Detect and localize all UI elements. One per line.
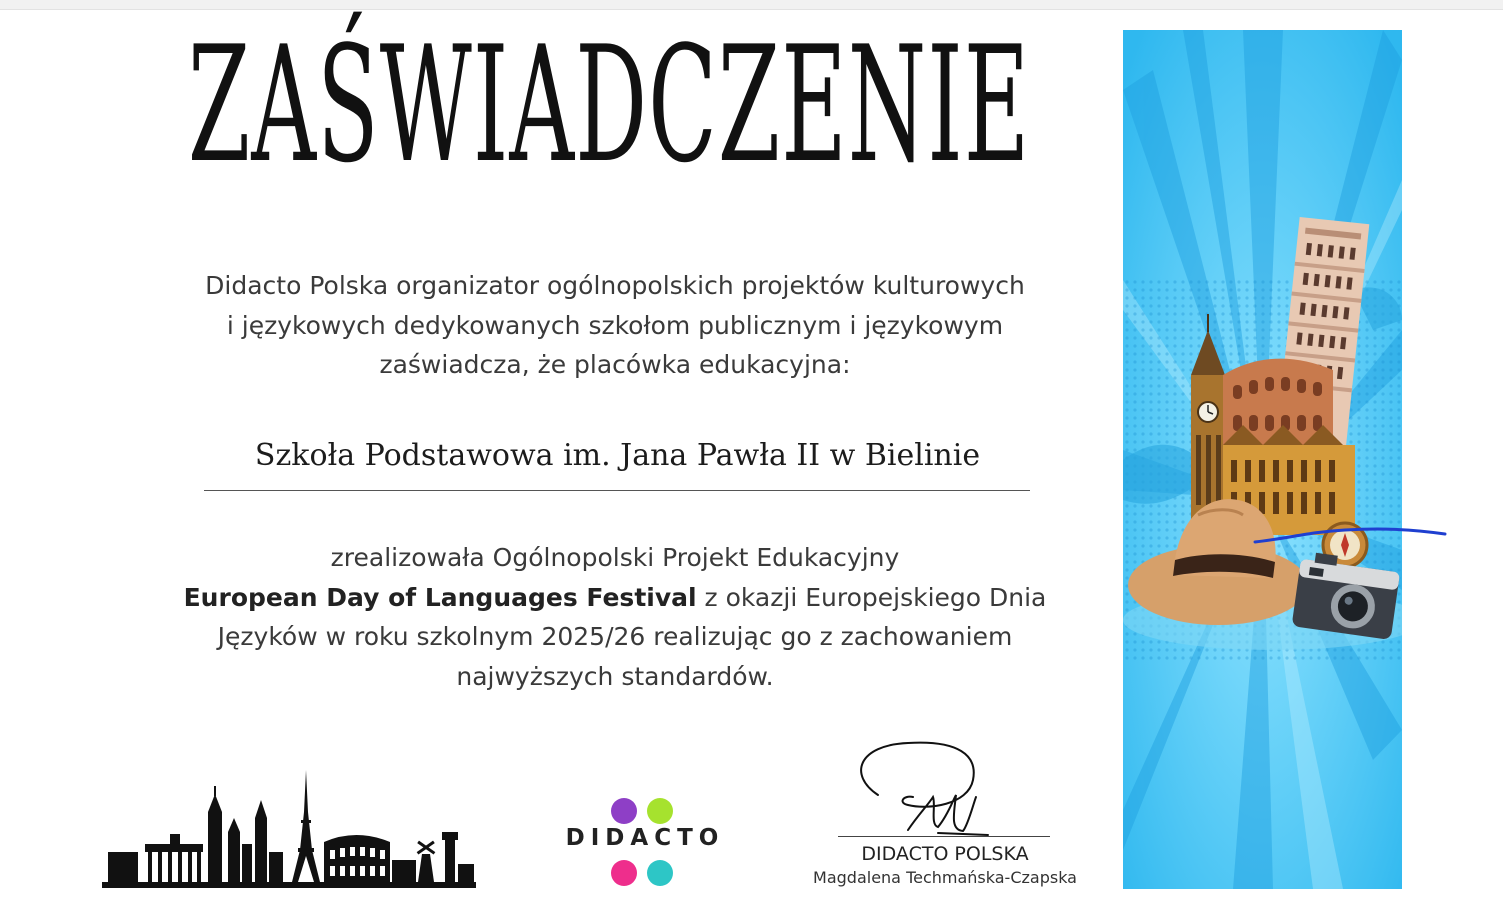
logo-text: DIDACTO	[565, 825, 725, 851]
signature-organization: DIDACTO POLSKA	[861, 843, 1029, 865]
body-line	[160, 578, 1070, 618]
intro-line: i językowych dedykowanych szkołom publicznym i językowym	[226, 310, 1004, 340]
intro-text	[160, 266, 1070, 385]
pen-stroke-mark	[1250, 520, 1450, 550]
body-line-rest: z okazji Europejskiego Dnia	[696, 582, 1047, 612]
festival-name: European Day of Languages Festival	[183, 582, 697, 612]
logo-dot	[647, 798, 673, 824]
school-underline	[204, 490, 1030, 491]
certificate-title: ZAŚWIADCZENIE	[188, 11, 1031, 198]
body-line: Języków w roku szkolnym 2025/26 realizując go z zachowaniem	[217, 622, 1013, 651]
signature-person: Magdalena Techmańska-Czapska	[813, 868, 1077, 887]
body-text	[160, 538, 1070, 696]
travel-illustration	[1123, 30, 1402, 889]
logo-dot	[611, 798, 637, 824]
body-line: najwyższych standardów.	[456, 661, 774, 691]
signature-line	[838, 836, 1050, 837]
city-skyline-icon	[100, 760, 478, 890]
logo-dot	[611, 860, 637, 886]
logo-dot	[647, 860, 673, 886]
body-line: zrealizowała Ogólnopolski Projekt Edukacyjny	[330, 543, 900, 572]
intro-line: Didacto Polska organizator ogólnopolskich projektów kulturowych	[205, 271, 1025, 300]
travel-illustration-panel	[1123, 30, 1402, 889]
intro-line: zaświadcza, że placówka edukacyjna:	[379, 350, 851, 379]
signature-scribble	[838, 735, 1058, 845]
viewer-top-bar	[0, 0, 1503, 10]
didacto-logo	[560, 795, 730, 890]
school-name: Szkoła Podstawowa im. Jana Pawła II w Bielinie	[254, 438, 981, 473]
